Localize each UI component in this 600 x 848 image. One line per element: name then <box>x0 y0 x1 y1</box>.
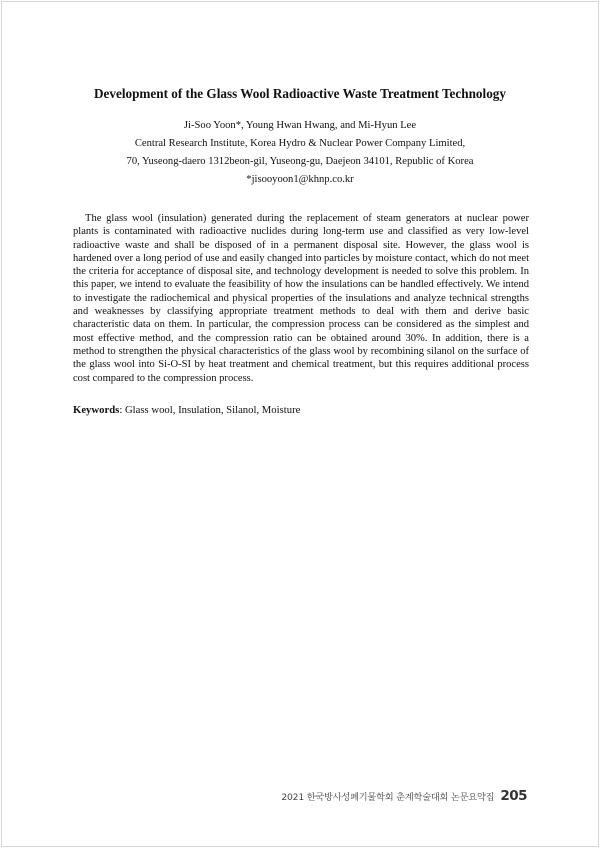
affiliation: Central Research Institute, Korea Hydro & Nuclear Power Company Limited, <box>134 138 466 149</box>
paper-title: Development of the Glass Wool Radioactive Waste Treatment Technology <box>94 86 506 101</box>
abstract-body: The glass wool (insulation) generated during the replacement of steam generators at nuclear power plants is contaminated with radioactive nuclides during long-term use and classified as very low-level radioactive waste and shall be disposed of in a permanent disposal site. However, the glass wool is hardened over a long period of use and easily changed into particles by moisture contact, which do not meet the criteria for acceptance of disposal site, and technology development is needed to solve this problem. In this paper, we intend to evaluate the feasibility of how the insulations can be handled effectively. We intend to investigate the radiochemical and physical properties of the insulations and analyze technical strengths and weaknesses by classifying appropriate treatment methods to deal with them and derive basic characteristic data on them. In particular, the compression process can be considered as the simplest and most effective method, and the compression ratio can be obtained around 30%. In addition, there is a method to strengthen the physical characteristics of the glass wool by recombining silanol on the surface of the glass wool into Si-O-SI by heat treatment and chemical treatment, but this requires additional process cost compared to the compression process. <box>73 213 530 384</box>
email: *jisooyoon1@khnp.co.kr <box>246 174 354 185</box>
authors: Ji-Soo Yoon*, Young Hwan Hwang, and Mi-Hyun Lee <box>183 120 417 131</box>
address: 70, Yuseong-daero 1312beon-gil, Yuseong-gu, Daejeon 34101, Republic of Korea <box>126 156 474 167</box>
page-footer <box>281 788 527 804</box>
page-number: 205 <box>500 788 527 804</box>
keywords-line <box>73 404 529 416</box>
keywords-label: Keywords <box>73 404 120 416</box>
conference-name: 2021 한국방사성폐기물학회 춘계학술대회 논문요약집 <box>281 792 495 803</box>
keywords-list: : Glass wool, Insulation, Silanol, Moisture <box>119 404 301 416</box>
